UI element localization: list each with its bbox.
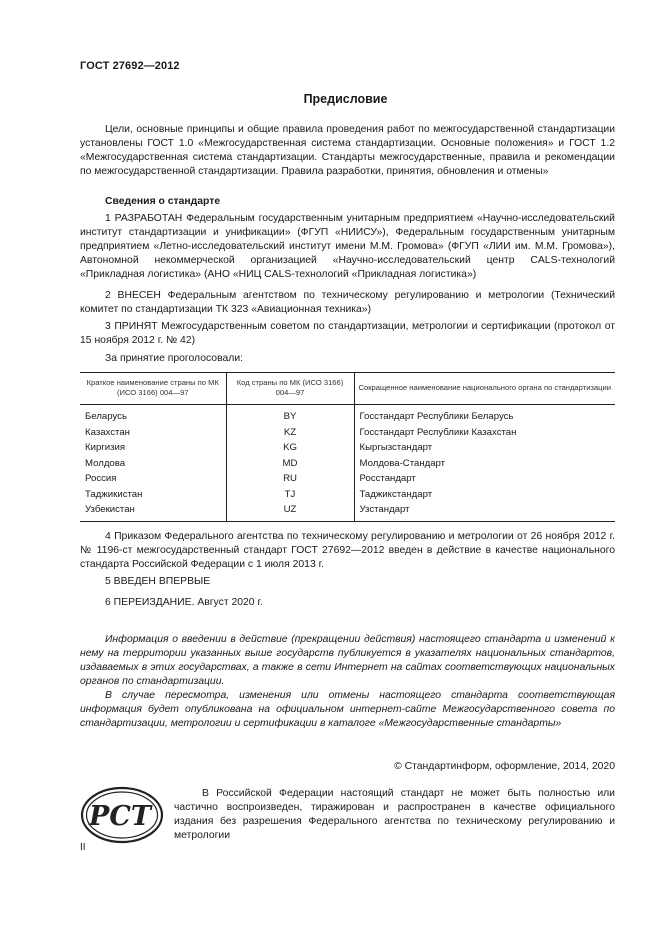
info-note-text: Информация о введении в действие (прекращении действия) настоящего стандарта и изменений к нему на территории указанных выше государств публикуется в указателях национальных стандартов, издаваемых в этих государствах, а также в сети Интернет на сайтах соответствующих национальных органов по стандартизации.: [80, 634, 615, 687]
item-developed: [80, 212, 615, 282]
standards-body: Узстандарт: [354, 502, 615, 521]
country-name: Таджикистан: [85, 488, 143, 500]
country-name: Киргизия: [85, 442, 126, 453]
item-developed-text: 1 РАЗРАБОТАН Федеральным государственным унитарным предприятием «Научно-исследовательский институт стандартизации и унификации» (ФГУП «НИИСУ»), Федеральным государственным унитарным предприятием «Летно-исследовательский институт имени М.М. Громова» (ФГУП «ЛИИ им. М.М. Громова»), Автономной некоммерческой организацией «Научно-исследовательский центр CALS-технологий «Прикладная логистика» (АНО «НИЦ CALS-технологий «Прикладная логистика»): [80, 213, 615, 280]
table-row: [80, 456, 615, 472]
about-heading: Сведения о стандарте: [105, 196, 221, 207]
reproduction-notice-text: В Российской Федерации настоящий стандарт не может быть полностью или частично воспроизведен, тиражирован и распространен в качестве официального издания без разрешения Федерального агентства по техническому регулированию и метрологии: [174, 788, 615, 841]
standards-body: Росстандарт: [354, 471, 615, 487]
country-code: MD: [226, 456, 354, 472]
item-introduced: [80, 289, 615, 317]
table-row: [80, 405, 615, 425]
country-name: Узбекистан: [80, 502, 226, 521]
country-code: BY: [226, 405, 354, 425]
standard-code: ГОСТ 27692—2012: [80, 60, 180, 72]
item-reissue: [80, 596, 615, 610]
standards-body: Госстандарт Республики Беларусь: [354, 405, 615, 425]
revision-note: [80, 689, 615, 731]
header-country-code: Код страны по МК (ИСО 3166) 004—97: [226, 373, 354, 405]
country-code: TJ: [226, 487, 354, 503]
standards-body: Молдова-Стандарт: [354, 456, 615, 472]
table-header-row: [80, 373, 615, 405]
voted-text: За принятие проголосовали:: [105, 353, 244, 364]
standards-body: Госстандарт Республики Казахстан: [354, 425, 615, 441]
country-name: Россия: [85, 473, 117, 484]
item-order-text: 4 Приказом Федерального агентства по техническому регулированию и метрологии от 26 ноября 2012 г. № 1196-ст межгосударственный стандарт ГОСТ 27692—2012 введен в действие в качестве национального стандарта Российской Федерации с 1 июля 2013 г.: [80, 531, 615, 570]
item-accepted: [80, 320, 615, 348]
info-note: [80, 633, 615, 689]
header-country-name: Краткое наименование страны по МК (ИСО 3166) 004—97: [80, 373, 226, 405]
logo-text: РСТ: [89, 801, 151, 832]
standards-body: Таджикстандарт: [354, 487, 615, 503]
table-row: [80, 440, 615, 456]
standards-body: Кыргызстандарт: [354, 440, 615, 456]
copyright-line: © Стандартинформ, оформление, 2014, 2020: [394, 761, 615, 772]
country-name: Казахстан: [85, 426, 130, 438]
item-first-text: 5 ВВЕДЕН ВПЕРВЫЕ: [105, 576, 211, 587]
intro-text: Цели, основные принципы и общие правила проведения работ по межгосударственной стандартизации установлены ГОСТ 1.0 «Межгосударственная система стандартизации. Основные положения» и ГОСТ 1.2 «Межгосударственная система стандартизации. Стандарты межгосударственные, правила и рекомендации по межгосударственной стандартизации. Правила разработки, принятия, обновления и отмены»: [80, 124, 615, 177]
revision-note-text: В случае пересмотра, изменения или отмены настоящего стандарта соответствующая информация будет опубликована на официальном интернет-сайте Межгосударственного совета по стандартизации, метрологии и сертификации в каталоге «Межгосударственные стандарты»: [80, 690, 615, 729]
reproduction-notice: [174, 787, 615, 843]
rst-logo-icon: [80, 785, 164, 845]
voted-line: [80, 352, 615, 366]
item-reissue-text: 6 ПЕРЕИЗДАНИЕ. Август 2020 г.: [105, 597, 263, 608]
country-name: Молдова: [85, 457, 126, 469]
table-row: [80, 502, 615, 521]
country-code: UZ: [226, 502, 354, 521]
page-number: II: [80, 842, 86, 853]
item-accepted-text: 3 ПРИНЯТ Межгосударственным советом по стандартизации, метрологии и сертификации (протокол от 15 ноября 2012 г. № 42): [80, 321, 615, 346]
table-row: [80, 471, 615, 487]
item-first: [80, 575, 615, 589]
country-code: RU: [226, 471, 354, 487]
member-states-table: [80, 372, 615, 522]
country-name: Беларусь: [85, 411, 127, 422]
table-row: [80, 487, 615, 503]
country-code: KG: [226, 440, 354, 456]
table-row: [80, 425, 615, 441]
country-code: KZ: [226, 425, 354, 441]
header-standards-body: Сокращенное наименование национального органа по стандартизации: [354, 373, 615, 405]
item-introduced-text: 2 ВНЕСЕН Федеральным агентством по техническому регулированию и метрологии (Технический комитет по стандартизации ТК 323 «Авиационная техника»): [80, 290, 615, 315]
intro-paragraph: [80, 123, 615, 179]
page-title: Предисловие: [303, 92, 388, 106]
item-order: [80, 530, 615, 572]
